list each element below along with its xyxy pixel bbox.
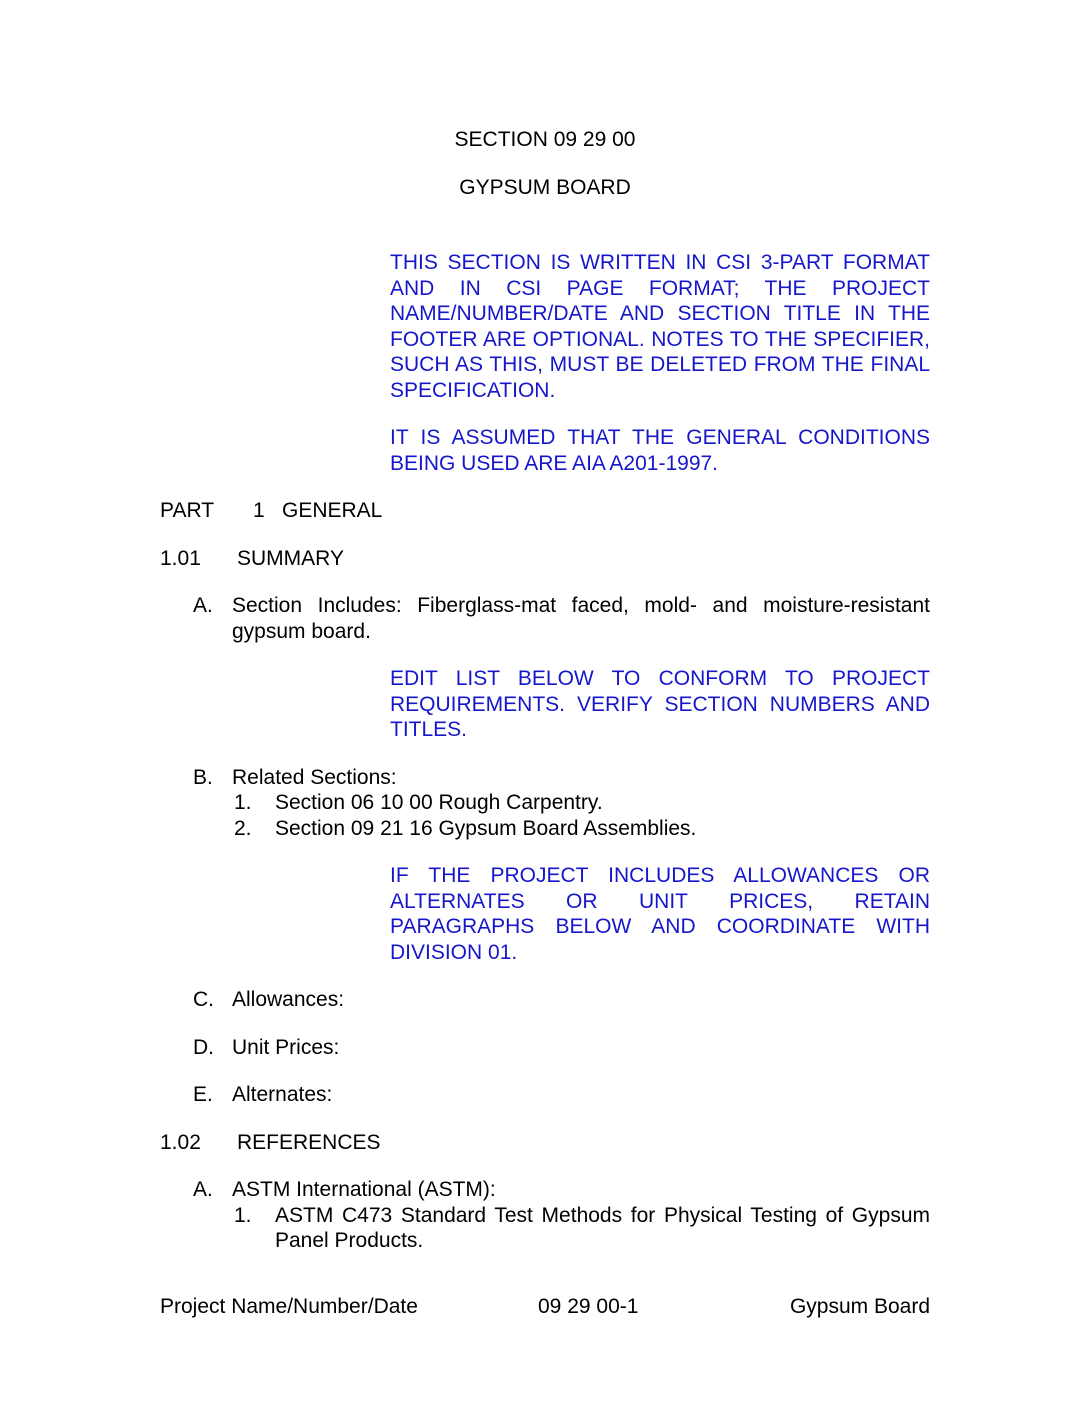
sub-item-rough-carpentry: [232, 790, 930, 816]
sub-item-text: Section 09 21 16 Gypsum Board Assemblies.: [275, 816, 697, 840]
specifier-note-edit-list: EDIT LIST BELOW TO CONFORM TO PROJECT REQUIREMENTS. VERIFY SECTION NUMBERS AND TITLES.: [390, 667, 930, 741]
paragraph-a-section-includes: [193, 593, 930, 644]
part-number: 1: [253, 499, 265, 522]
paragraph-a-astm: [193, 1177, 930, 1254]
part-1-heading: [160, 498, 930, 524]
item-letter: D.: [193, 1035, 214, 1059]
item-text-group: [232, 765, 930, 842]
sub-item-number: 1.: [234, 791, 252, 814]
paragraph-e-alternates: [193, 1082, 930, 1108]
article-1-02-heading: [160, 1130, 930, 1156]
specifier-note-general-conditions: IT IS ASSUMED THAT THE GENERAL CONDITIONS BEING USED ARE AIA A201-1997.: [390, 426, 930, 475]
item-text: Section Includes: Fiberglass-mat faced, mold- and moisture-resistant gypsum board.: [232, 594, 930, 643]
sub-item-number: 2.: [234, 816, 252, 840]
article-title: REFERENCES: [237, 1130, 381, 1154]
paragraph-c-allowances: [193, 987, 930, 1013]
footer-section-title: Gypsum Board: [789, 1295, 930, 1318]
specifier-note-allowances: IF THE PROJECT INCLUDES ALLOWANCES OR ALTERNATES OR UNIT PRICES, RETAIN PARAGRAPHS BELOW AND COORDINATE WITH DIVISION 01.: [390, 864, 930, 964]
sub-item-text: ASTM C473 Standard Test Methods for Physical Testing of Gypsum Panel Products.: [275, 1203, 930, 1252]
article-title: SUMMARY: [237, 546, 344, 570]
article-number: 1.02: [160, 1130, 201, 1154]
paragraph-d-unit-prices: [193, 1035, 930, 1061]
article-1-01-heading: [160, 546, 930, 572]
item-text: Unit Prices:: [232, 1035, 340, 1059]
item-letter: B.: [193, 765, 213, 789]
item-letter: A.: [193, 1178, 213, 1201]
item-text-group: [232, 1177, 930, 1254]
item-letter: C.: [193, 988, 214, 1011]
sub-item-number: 1.: [234, 1203, 252, 1227]
part-title: GENERAL: [282, 499, 383, 522]
item-text: Alternates:: [232, 1083, 333, 1106]
sub-item-astm-c473: [232, 1203, 930, 1254]
footer-project-name: Project Name/Number/Date: [160, 1295, 418, 1318]
page-footer: [160, 1294, 930, 1320]
item-text: Allowances:: [232, 988, 345, 1011]
document-title: GYPSUM BOARD: [459, 175, 631, 199]
section-number-heading: SECTION 09 29 00: [454, 128, 636, 151]
article-number: 1.01: [160, 546, 201, 570]
item-letter: A.: [193, 594, 213, 617]
part-label: PART: [160, 499, 215, 522]
footer-page-number: 09 29 00-1: [538, 1295, 639, 1318]
sub-item-text: Section 06 10 00 Rough Carpentry.: [275, 791, 603, 814]
item-text: ASTM International (ASTM):: [232, 1178, 496, 1201]
specifier-note-csi-format: THIS SECTION IS WRITTEN IN CSI 3-PART FORMAT AND IN CSI PAGE FORMAT; THE PROJECT NAME/NUMBER/DATE AND SECTION TITLE IN THE FOOTER ARE OPTIONAL. NOTES TO THE SPECIFIER, SUCH AS THIS, MUST BE DELETED FROM THE FINAL SPECIFICATION.: [390, 251, 930, 402]
sub-item-gypsum-board-assemblies: [232, 816, 930, 842]
item-letter: E.: [193, 1083, 213, 1106]
paragraph-b-related-sections: [193, 765, 930, 842]
item-text: Related Sections:: [232, 765, 397, 789]
